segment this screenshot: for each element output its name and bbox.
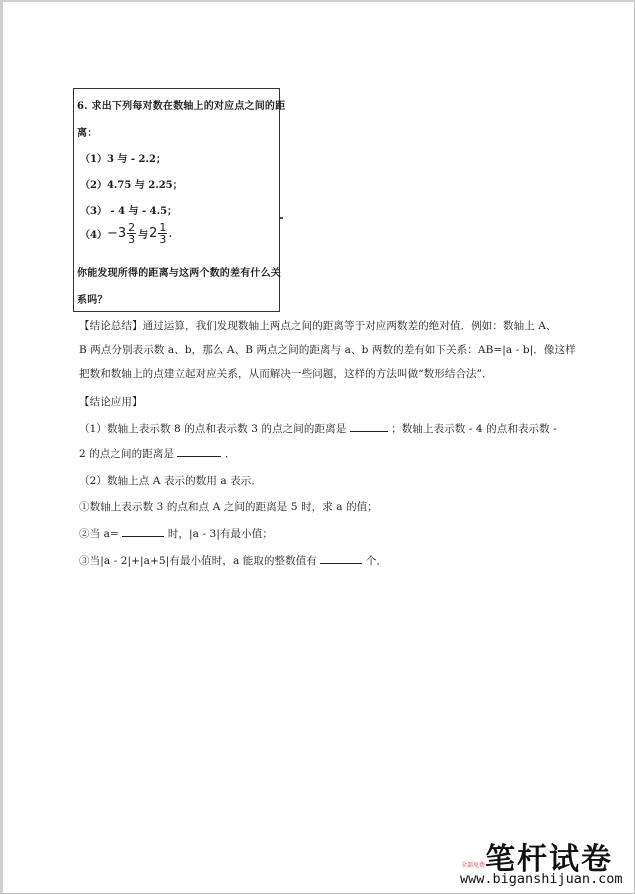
- item-text: 4.75 与 2.25；: [106, 180, 183, 191]
- mixed-number-1: −3 $\frac{2}{3}$: [106, 221, 136, 246]
- item-label: （3）: [80, 206, 107, 217]
- watermark-badge: 全部免费: [461, 862, 486, 869]
- document-page: [3, 2, 635, 894]
- watermark-url[interactable]: www.biganshijuan.com: [460, 871, 623, 887]
- summary-heading: 【结论总结】: [79, 320, 143, 332]
- application-heading: 【结论应用】: [79, 396, 143, 408]
- answer-blank-4[interactable]: [320, 554, 362, 564]
- application-q2-sub2: ②当 a= 时，|a - 3|有最小值；: [79, 528, 273, 540]
- application-q2-sub3: ③当|a - 2|+|a+5|有最小值时，a 能取的整数值有 个．: [79, 555, 388, 567]
- answer-blank-2[interactable]: [177, 447, 221, 457]
- question-followup-line1: 你能发现所得的距离与这两个数的差有什么关: [77, 268, 281, 279]
- summary-line3: 把数和数轴上的点建立起对应关系，从而解决一些问题，这样的方法叫做“数形结合法”．: [79, 368, 493, 380]
- answer-blank-1[interactable]: [350, 422, 388, 432]
- summary-line1: 【结论总结】通过运算，我们发现数轴上两点之间的距离等于对应两数差的绝对值．例如：数轴上 A、: [79, 320, 557, 332]
- question-item-3: [80, 202, 177, 217]
- application-q1-line2: 2 的点之间的距离是 ．: [79, 448, 236, 460]
- scan-mark: [280, 217, 283, 219]
- item-text: - 4 与 - 4.5；: [106, 206, 178, 217]
- item-label: （1）: [80, 154, 107, 165]
- question-6-box: [73, 88, 286, 312]
- question-item-1: [80, 150, 166, 165]
- mixed-number-2: 2 $\frac{1}{3}$ .: [149, 221, 173, 246]
- item-text: 3 与 - 2.2；: [106, 154, 166, 165]
- question-followup-line2: 系吗？: [77, 295, 108, 306]
- application-q2-sub1: ①数轴上表示数 3 的点和点 A 之间的距离是 5 时，求 a 的值；: [79, 501, 378, 513]
- item-label: （2）: [80, 180, 107, 191]
- connector: 与: [138, 230, 149, 241]
- application-q1-line1: （1）数轴上表示数 8 的点和表示数 3 的点之间的距离是 ；数轴上表示数 - 4 的点和表示数 -: [79, 423, 557, 435]
- question-stem-line2: 离：: [77, 128, 98, 139]
- question-item-4: [80, 222, 173, 245]
- item-label: （4）: [80, 230, 107, 241]
- answer-blank-3[interactable]: [122, 527, 164, 537]
- summary-line2: B 两点分别表示数 a、b，那么 A、B 两点之间的距离与 a、b 两数的差有如下关系：AB=|a - b|．像这样: [79, 344, 576, 356]
- fraction-1: $\frac{2}{3}$: [128, 221, 136, 246]
- question-stem-line1: 6. 求出下列每对数在数轴上的对应点之间的距: [77, 101, 286, 112]
- watermark-title: 笔杆试卷: [485, 842, 613, 877]
- application-q2-intro: （2）数轴上点 A 表示的数用 a 表示．: [79, 475, 262, 487]
- fraction-2: $\frac{1}{3}$: [159, 221, 167, 246]
- question-item-2: [80, 176, 183, 191]
